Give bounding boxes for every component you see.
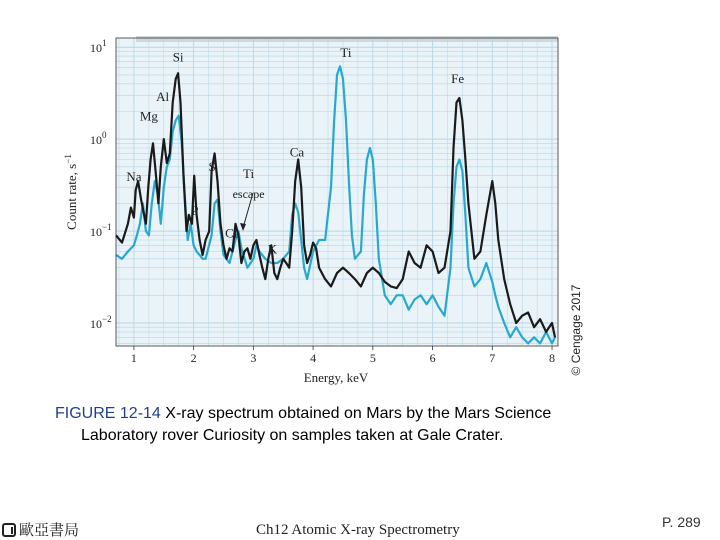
x-axis-ticks — [131, 346, 555, 365]
peak-label: Ca — [289, 144, 305, 160]
copyright-notice: © Cengage 2017 — [569, 284, 583, 376]
peak-label: Al — [156, 88, 170, 104]
y-axis-label — [63, 154, 79, 230]
publisher-logo — [2, 519, 79, 540]
y-axis-label-text: Count rate, s — [64, 163, 79, 230]
page-number: P. 289 — [662, 514, 701, 530]
x-tick-label: 1 — [130, 351, 137, 365]
peak-label: Ti — [243, 165, 255, 181]
y-axis-label-exponent: −1 — [63, 154, 73, 164]
peak-label: S — [208, 159, 216, 175]
publisher-logo-icon — [2, 523, 16, 537]
x-tick-label: 6 — [429, 351, 436, 365]
peak-label: Si — [172, 49, 184, 65]
figure-caption — [55, 403, 655, 447]
peak-label: escape — [232, 186, 265, 201]
peak-label: K — [267, 241, 278, 257]
y-tick-base: 10 — [90, 133, 102, 148]
peak-label: Mg — [139, 108, 158, 124]
peak-label: Ti — [340, 45, 352, 61]
figure-caption-line1: X-ray spectrum obtained on Mars by the Mars Science — [165, 405, 552, 422]
figure-caption-line2: Laboratory rover Curiosity on samples taken at Gale Crater. — [81, 427, 504, 444]
x-tick-label: 5 — [369, 351, 376, 365]
peak-label: Cl — [225, 225, 238, 241]
figure-caption-label: FIGURE 12-14 — [55, 405, 161, 422]
y-tick-base: 10 — [90, 225, 102, 240]
y-tick-exponent: −2 — [102, 314, 112, 325]
y-tick-exponent: 0 — [102, 130, 107, 141]
y-tick-label — [90, 38, 107, 55]
chapter-title: Ch12 Atomic X-ray Spectrometry — [256, 522, 460, 538]
x-tick-label: 2 — [190, 351, 197, 365]
y-tick-label — [90, 222, 112, 239]
y-tick-base: 10 — [90, 317, 102, 332]
peak-label: Fe — [451, 70, 465, 86]
y-tick-exponent: 1 — [102, 38, 107, 49]
y-tick-base: 10 — [90, 41, 102, 56]
peak-label: P — [191, 202, 199, 218]
peak-label: Na — [126, 169, 142, 185]
x-tick-label: 4 — [310, 351, 317, 365]
x-axis-label: Energy, keV — [303, 370, 369, 385]
x-tick-label: 3 — [250, 351, 257, 365]
x-tick-label: 8 — [549, 351, 556, 365]
y-axis-ticks — [90, 38, 112, 331]
y-tick-label — [90, 130, 107, 147]
plot-panel-shadow — [136, 36, 558, 42]
y-tick-exponent: −1 — [102, 222, 112, 233]
x-tick-label: 7 — [489, 351, 496, 365]
y-tick-label — [90, 314, 112, 331]
publisher-logo-text: 歐亞書局 — [19, 521, 80, 539]
